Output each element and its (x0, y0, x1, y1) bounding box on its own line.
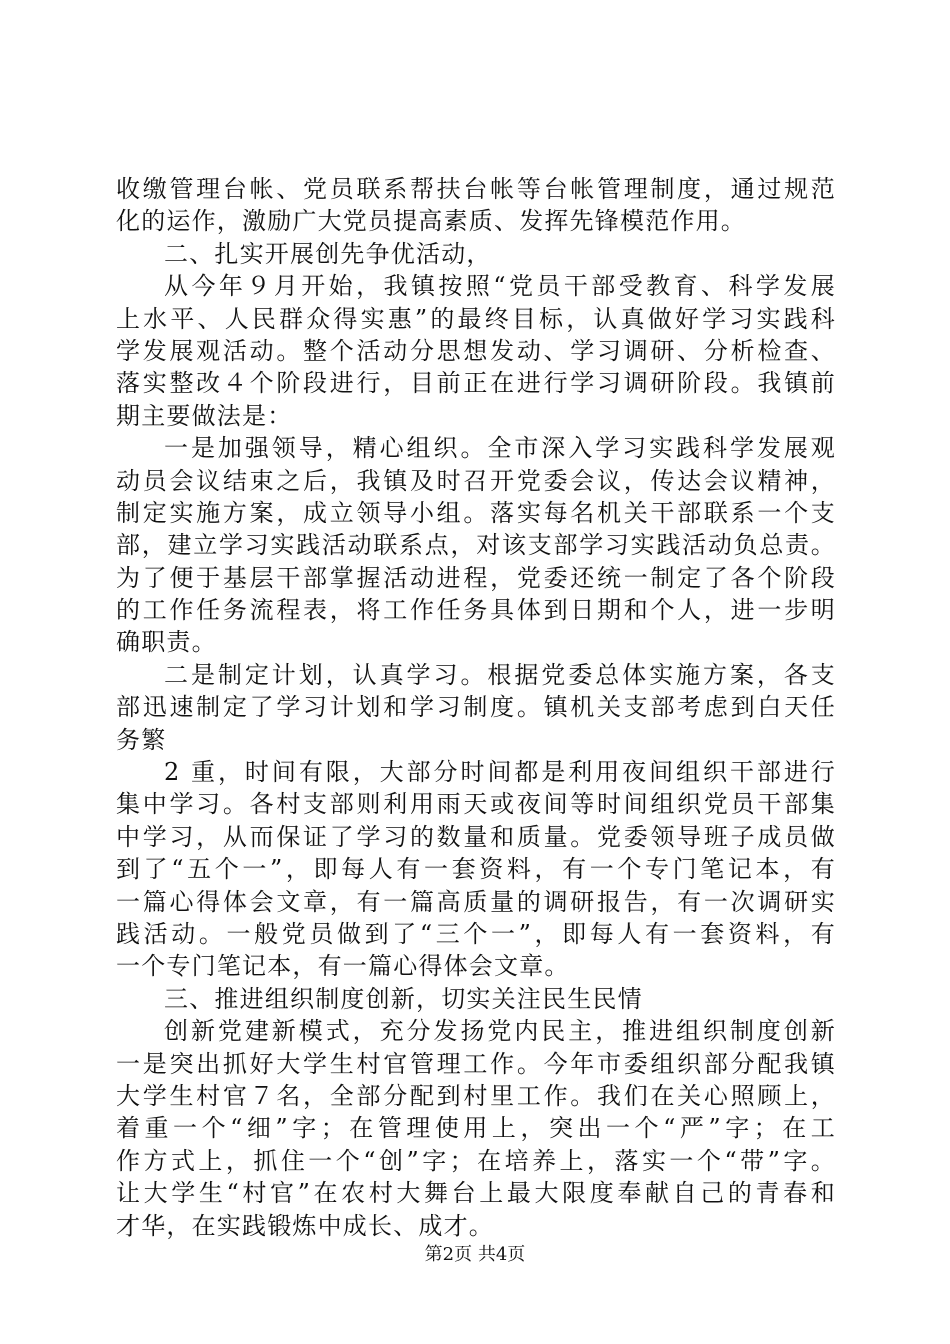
text-line: 部，建立学习实践活动联系点，对该支部学习实践活动负总责。 (116, 531, 836, 560)
text-line: 着重一个“细”字；在管理使用上，突出一个“严”字；在工 (116, 1114, 836, 1143)
text-line: 一个专门笔记本，有一篇心得体会文章。 (116, 952, 570, 981)
text-line: 学发展观活动。整个活动分思想发动、学习调研、分析检查、 (116, 336, 836, 365)
text-line: 一篇心得体会文章，有一篇高质量的调研报告，有一次调研实 (116, 887, 836, 916)
text-line: 务繁 (116, 725, 167, 754)
text-line: 二是制定计划，认真学习。根据党委总体实施方案，各支 (164, 660, 836, 689)
text-line: 上水平、人民群众得实惠”的最终目标，认真做好学习实践科 (116, 304, 836, 333)
page-footer: 第2页 共4页 (424, 1244, 526, 1265)
text-line: 让大学生“村官”在农村大舞台上最大限度奉献自己的青春和 (116, 1179, 836, 1208)
text-line: 二、扎实开展创先争优活动， (164, 239, 492, 268)
text-line: 到了“五个一”，即每人有一套资料，有一个专门笔记本，有 (116, 855, 836, 884)
text-line: 集中学习。各村支部则利用雨天或夜间等时间组织党员干部集 (116, 790, 836, 819)
text-line: 落实整改４个阶段进行，目前正在进行学习调研阶段。我镇前 (116, 369, 836, 398)
text-line: 才华，在实践锻炼中成长、成才。 (116, 1211, 494, 1240)
text-line: 践活动。一般党员做到了“三个一”，即每人有一套资料，有 (116, 919, 836, 948)
text-line: 大学生村官７名，全部分配到村里工作。我们在关心照顾上， (116, 1081, 836, 1110)
text-line: 部迅速制定了学习计划和学习制度。镇机关支部考虑到白天任 (116, 693, 836, 722)
text-line: 2 重，时间有限，大部分时间都是利用夜间组织干部进行 (164, 758, 836, 787)
text-line: 三、推进组织制度创新，切实关注民生民情 (164, 984, 643, 1013)
text-line: 确职责。 (116, 628, 217, 657)
text-line: 为了便于基层干部掌握活动进程，党委还统一制定了各个阶段 (116, 563, 836, 592)
text-line: 一是加强领导，精心组织。全市深入学习实践科学发展观 (164, 434, 836, 463)
text-line: 化的运作，激励广大党员提高素质、发挥先锋模范作用。 (116, 207, 746, 236)
document-body (116, 173, 836, 1242)
text-line: 的工作任务流程表，将工作任务具体到日期和个人，进一步明 (116, 596, 836, 625)
text-line: 动员会议结束之后，我镇及时召开党委会议，传达会议精神， (116, 466, 836, 495)
text-line: 期主要做法是： (116, 401, 293, 430)
text-line: 作方式上，抓住一个“创”字；在培养上，落实一个“带”字。 (116, 1146, 836, 1175)
text-line: 收缴管理台帐、党员联系帮扶台帐等台帐管理制度，通过规范 (116, 175, 836, 203)
text-line: 制定实施方案，成立领导小组。落实每名机关干部联系一个支 (116, 498, 836, 527)
text-line: 创新党建新模式，充分发扬党内民主，推进组织制度创新 (164, 1017, 836, 1046)
text-line: 中学习，从而保证了学习的数量和质量。党委领导班子成员做 (116, 822, 836, 851)
text-line: 一是突出抓好大学生村官管理工作。今年市委组织部分配我镇 (116, 1049, 836, 1078)
text-line: 从今年９月开始，我镇按照“党员干部受教育、科学发展 (164, 272, 836, 301)
